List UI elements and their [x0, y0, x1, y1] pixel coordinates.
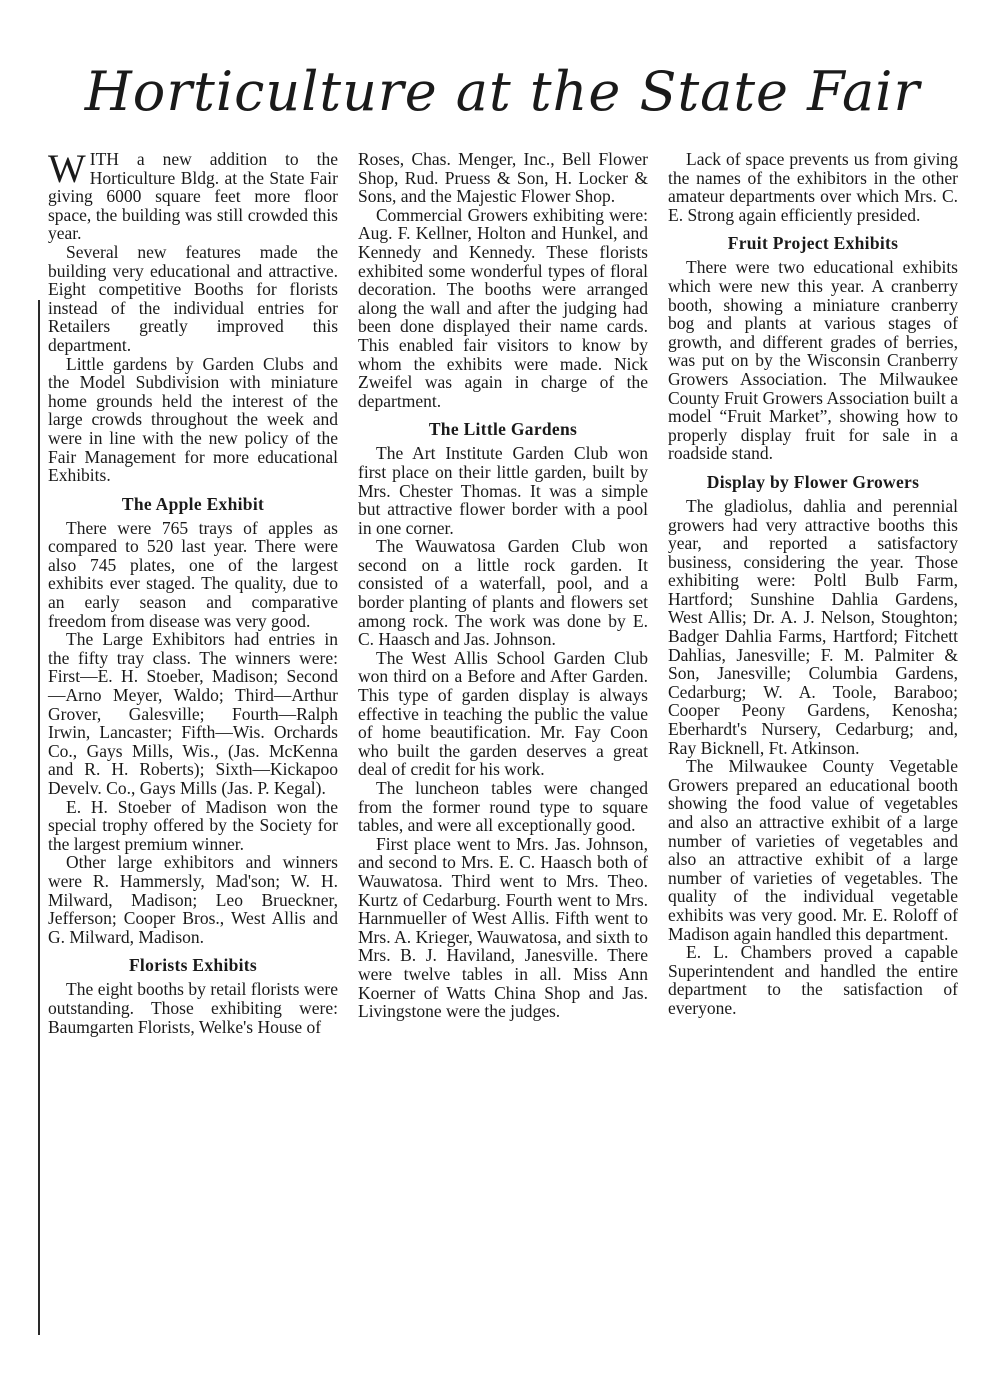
section-heading-little-gardens: The Little Gardens [428, 419, 578, 440]
column-3 [668, 150, 958, 1018]
paragraph: E. H. Stoeber of Madison won the special trophy offered by the Society for the largest premium winner. [48, 796, 338, 854]
paragraph: The Milwaukee County Vegetable Growers prepared an educational booth showing the food value of vegetables and also an attractive exhibit of a large number of varieties of vegetables and also an attractive exhibit of a large number of varieties of vegetables. The quality of the individual vegetable exhibits was very good. Mr. E. Roloff of Madison again handled this department. [668, 756, 958, 944]
paragraph: The Wauwatosa Garden Club won second on a little rock garden. It consisted of a waterfall, pool, and a border planting of plants and flowers set among rock. The work was done by E. C. Haasch and Jas. Johnson. [358, 536, 648, 650]
column-1 [48, 146, 338, 1037]
intro-paragraph: WITH a new addition to the Horticulture Bldg. at the State Fair giving 6000 square feet more floor space, the building was still crowded this year. [48, 146, 338, 244]
paragraph: Other large exhibitors and winners were R. Hammersly, Mad'son; W. H. Milward, Madison; Leo Brueckner, Jefferson; Cooper Bros., West Allis and G. Milward, Madison. [48, 852, 338, 947]
article-title: Horticulture at the State Fair [84, 60, 921, 123]
section-heading-fruit: Fruit Project Exhibits [727, 233, 899, 254]
paragraph: The luncheon tables were changed from the former round type to square tables, and were all exceptionally good. [358, 778, 648, 836]
paragraph: First place went to Mrs. Jas. Johnson, and second to Mrs. E. C. Haasch both of Wauwatosa. Third went to Mrs. Theo. Kurtz of Cedarburg. Fourth went to Mrs. Harnmueller of West Allis. Fifth went to Mrs. A. Krieger, Wauwatosa, and sixth to Mrs. B. J. Haviland, Janesville. There were twelve tables in all. Miss Ann Koerner of Watts China Shop and Jas. Livingstone were the judges. [358, 833, 648, 1022]
section-heading-flower-growers: Display by Flower Growers [706, 471, 920, 492]
drop-cap: W [48, 146, 86, 191]
paragraph: The West Allis School Garden Club won third on a Before and After Garden. This type of garden display is always effective in teaching the public the value of home beautification. Mr. Fay Coon who built the garden deserves a great deal of credit for his work. [358, 647, 648, 780]
paragraph: Little gardens by Garden Clubs and the Model Subdivision with miniature home grounds held the interest of the large crowds throughout the week and were in line with the new policy of the Fair Management for more educational Exhibits. [48, 353, 338, 486]
paragraph: The Large Exhibitors had entries in the fifty tray class. The winners were: First—E. H. Stoeber, Madison; Second—Arno Meyer, Waldo; Third—Arthur Grover, Galesville; Fourth—Ralph Irwin, Lancaster; Fifth—Wis. Orchards Co., Gays Mills, Wis., (Jas. McKenna and R. H. Roberts); Sixth—Kickapoo Develv. Co., Gays Mills (Jas. P. Kegal). [48, 629, 338, 798]
paragraph: Commercial Growers exhibiting were: Aug. F. Kellner, Holton and Hunkel, and Kennedy and Kennedy. These florists exhibited some wonderful types of floral decoration. The booths were arranged along the wall and after the judging had been done displayed their name cards. This enabled fair visitors to know by whom the exhibits were made. Nick Zweifel was again in charge of the department. [358, 204, 648, 411]
paragraph: E. L. Chambers proved a capable Superintendent and handled the entire department to the satisfaction of everyone. [668, 942, 958, 1018]
paragraph: Lack of space prevents us from giving the names of the exhibitors in the other amateur departments over which Mrs. C. E. Strong again efficiently presided. [668, 149, 958, 225]
section-heading-apple: The Apple Exhibit [121, 493, 265, 514]
paragraph: Several new features made the building very educational and attractive. Eight competitive Booths for florists instead of the individual entries for Retailers greatly improved this department. [48, 241, 338, 355]
paragraph: There were 765 trays of apples as compared to 520 last year. There were also 745 plates, one of the largest exhibits ever staged. The quality, due to an early season and comparative freedom from disease was very good. [48, 517, 338, 631]
section-heading-florists: Florists Exhibits [128, 955, 258, 976]
paragraph-continued: Roses, Chas. Menger, Inc., Bell Flower Shop, Rud. Pruess & Son, H. Locker & Sons, and the Majestic Flower Shop. [358, 149, 648, 207]
paragraph: The Art Institute Garden Club won first place on their little garden, built by Mrs. Chester Thomas. It was a simple but attractive flower border with a pool in one corner. [358, 443, 648, 538]
paragraph: The eight booths by retail florists were outstanding. Those exhibiting were: Baumgarten Florists, Welke's House of [48, 979, 338, 1037]
paragraph: There were two educational exhibits which were new this year. A cranberry booth, showing a miniature cranberry bog and plants at various stages of growth, and different grades of berries, was put on by the Wisconsin Cranberry Growers Association. The Milwaukee County Fruit Growers Association built a model “Fruit Market”, showing how to properly display fruit for sale in a roadside stand. [668, 257, 958, 464]
margin-rule [38, 300, 40, 1335]
paragraph: The gladiolus, dahlia and perennial growers had very attractive booths this year, and reported a satisfactory business, considering the year. Those exhibiting were: Poltl Bulb Farm, Hartford; Sunshine Dahlia Gardens, West Allis; Dr. A. J. Nelson, Stoughton; Badger Dahlia Farms, Hartford; Fitchett Dahlias, Janesville; F. M. Palmiter & Son, Janesville; Columbia Gardens, Cedarburg; W. A. Toole, Baraboo; Cooper Peony Gardens, Kenosha; Eberhardt's Nursery, Cedarburg; and, Ray Bicknell, Ft. Atkinson. [668, 495, 958, 758]
column-2 [358, 150, 648, 1021]
